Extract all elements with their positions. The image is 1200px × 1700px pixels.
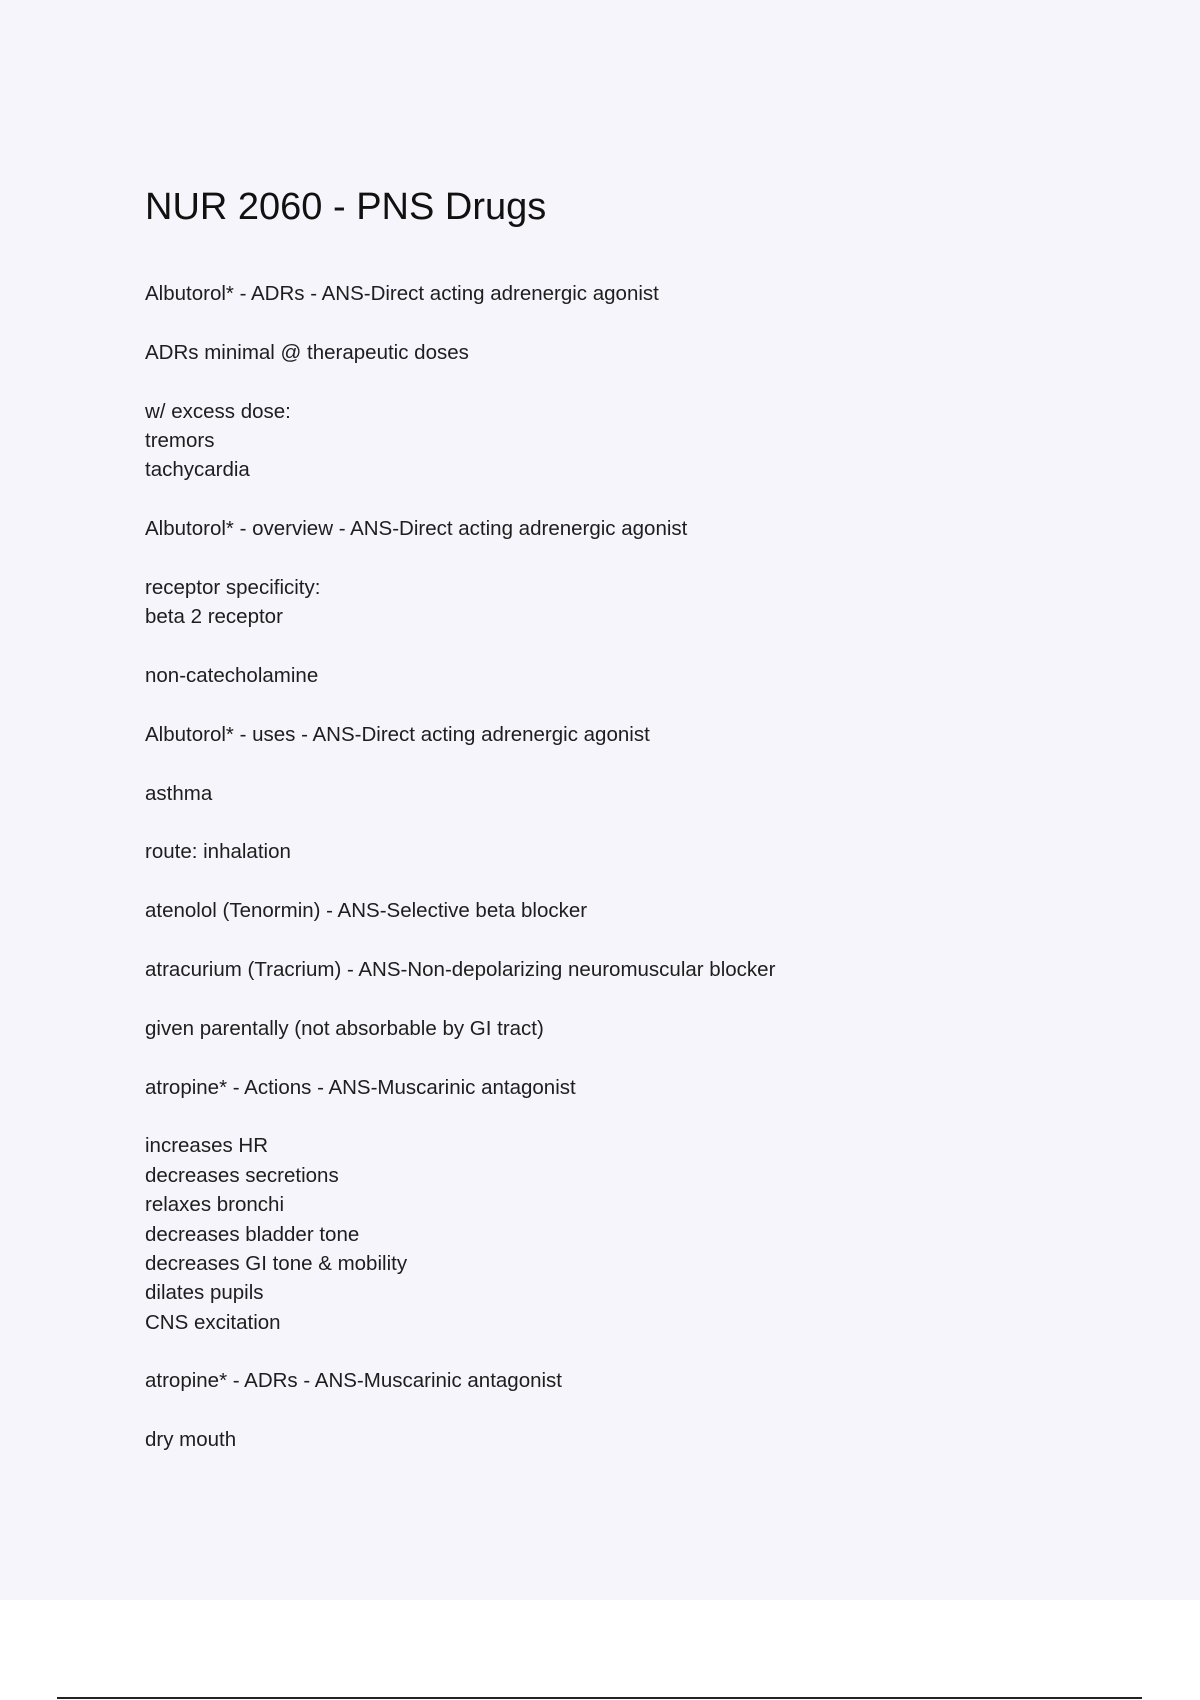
paragraph	[145, 397, 1145, 485]
paragraph	[145, 720, 1145, 749]
paragraph	[145, 837, 1145, 866]
text-line: increases HR	[145, 1134, 269, 1158]
paragraph	[145, 1014, 1145, 1043]
text-line: Albutorol* - ADRs - ANS-Direct acting adrenergic agonist	[145, 282, 659, 305]
text-line: atenolol (Tenormin) - ANS-Selective beta blocker	[145, 899, 588, 923]
text-line: route: inhalation	[145, 840, 291, 864]
footer-divider	[57, 1697, 1142, 1699]
paragraph	[145, 1073, 1145, 1102]
text-line: relaxes bronchi	[145, 1193, 285, 1217]
paragraph	[145, 573, 1145, 632]
text-line: Albutorol* - overview - ANS-Direct acting adrenergic agonist	[145, 517, 688, 541]
text-line: atropine* - ADRs - ANS-Muscarinic antagonist	[145, 1369, 563, 1393]
text-line: w/ excess dose:	[145, 399, 291, 423]
text-line: beta 2 receptor	[145, 605, 283, 629]
text-line: given parentally (not absorbable by GI tract)	[145, 1016, 544, 1040]
text-line: ADRs minimal @ therapeutic doses	[145, 340, 469, 364]
text-line: decreases bladder tone	[145, 1222, 360, 1246]
paragraph	[145, 955, 1145, 984]
text-line: Albutorol* - uses - ANS-Direct acting adrenergic agonist	[145, 722, 650, 746]
paragraph	[145, 896, 1145, 925]
paragraph	[145, 514, 1145, 543]
document-body	[145, 279, 1145, 1484]
text-line: non-catecholamine	[145, 664, 319, 688]
text-line: tremors	[145, 428, 215, 452]
text-line: asthma	[145, 781, 213, 805]
text-line: decreases secretions	[145, 1163, 339, 1187]
text-line: dry mouth	[145, 1428, 237, 1452]
paragraph	[145, 338, 1145, 367]
text-line: atracurium (Tracrium) - ANS-Non-depolarizing neuromuscular blocker	[145, 957, 776, 981]
paragraph	[145, 1131, 1145, 1337]
paragraph	[145, 661, 1145, 690]
text-line: tachycardia	[145, 458, 250, 482]
text-line: receptor specificity:	[145, 575, 321, 599]
paragraph	[145, 779, 1145, 808]
text-line: decreases GI tone & mobility	[145, 1251, 408, 1275]
text-line: CNS excitation	[145, 1310, 281, 1334]
paragraph	[145, 1366, 1145, 1395]
page-title: NUR 2060 - PNS Drugs	[145, 186, 547, 228]
text-line: dilates pupils	[145, 1281, 264, 1305]
paragraph	[145, 279, 1145, 308]
text-line: atropine* - Actions - ANS-Muscarinic antagonist	[145, 1075, 576, 1099]
paragraph	[145, 1425, 1145, 1454]
